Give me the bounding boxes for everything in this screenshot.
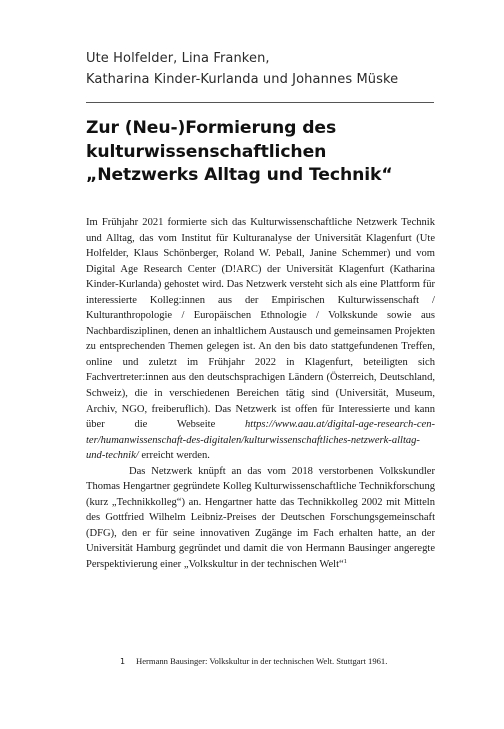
author-line-1: Ute Holfelder, Lina Franken, [86, 51, 270, 66]
network-website-link[interactable]: https://www.aau.at/digital-age-research-center/humanwissenschaft-des-digitalen/kulturwissenschaftliches-netzwerk-alltag-und-technik/ [86, 419, 435, 462]
paragraph-1-end: erreicht werden. [141, 450, 210, 462]
title-line-3: „Netzwerks Alltag und Technik“ [86, 165, 393, 185]
author-names [86, 48, 398, 90]
footnote-reference[interactable]: 1 [343, 558, 347, 566]
footnote-text: Hermann Bausinger: Volkskultur in der technischen Welt. Stuttgart 1961. [136, 656, 388, 666]
title-line-2: kulturwissenschaftlichen [86, 141, 327, 162]
article-title [86, 117, 446, 188]
footnote [120, 655, 450, 668]
paragraph-1 [86, 215, 435, 464]
footnote-number: 1 [120, 657, 126, 666]
paragraph-2 [86, 464, 435, 573]
title-line-1: Zur (Neu-)Formierung des [86, 118, 337, 138]
paragraph-2-text: Das Netzwerk knüpft an das vom 2018 verstorbenen Volkskundler Thomas Hengartner gegründete Kolleg Kulturwissenschaftliche Technikforschung (kurz „Technikkolleg“) an. Hengartner hatte das Technikkolleg 2002 mit Mitteln des Gottfried Wilhelm Leibniz-Preises der Deutschen Forschungsgemeinschaft (DFG), den er für seine innovativen Zugänge im Fach erhalten hatte, an der Universität Hamburg gegründet und damit die von Hermann Bausinger angeregte Perspektivierung einer „Volkskultur in der technischen Welt“ [86, 465, 435, 571]
article-body [86, 215, 435, 573]
paragraph-1-text: Im Frühjahr 2021 formierte sich das Kulturwissenschaftliche Netzwerk Technik und Alltag, das vom Institut für Kulturanalyse der Universität Klagenfurt (Ute Holfelder, Klaus Schönberger, Roland W. Peball, Janine Schemmer) und vom Digital Age Research Center (D!ARC) der Universität Klagenfurt (Katharina Kinder-Kurlanda) gehostet wird. Das Netzwerk versteht sich als eine Plattform für interessierte Kolleg:innen aus der Empirischen Kulturwissenschaft / Kulturanthropologie / Europäischen Ethnologie / Volkskunde sowie aus Nachbardisziplinen, denen an inhaltlichem Austausch und gemeinsamen Projekten zu entsprechenden Themen gelegen ist. An den bis dato stattgefundenen Treffen, online und zuletzt im Frühjahr 2022 in Klagenfurt, beteiligten sich Fachvertreter:innen aus den deutschsprachigen Ländern (Österreich, Deutschland, Schweiz), die in verschiedenen Bereichen tätig sind (Universität, Museum, Archiv, NGO, freiberuflich). Das Netzwerk ist offen für Interessierte und kann über die Webseite [86, 217, 435, 431]
author-line-2: Katharina Kinder-Kurlanda und Johannes Müske [86, 72, 399, 87]
header-divider [86, 102, 434, 103]
